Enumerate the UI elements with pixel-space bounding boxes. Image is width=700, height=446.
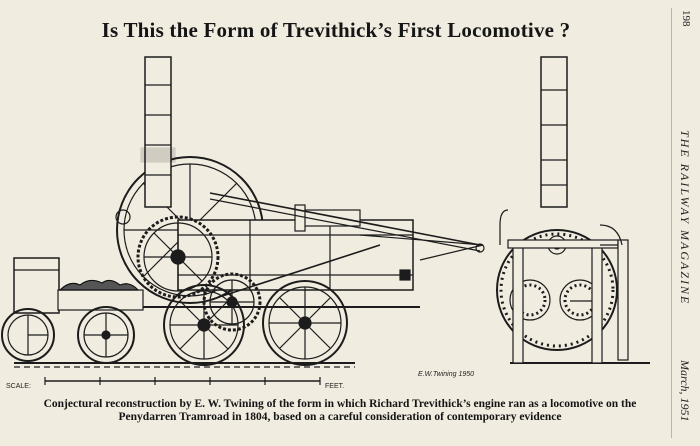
artist-signature: E.W.Twining 1950: [418, 371, 475, 378]
scale-bar: [45, 377, 320, 385]
tender: [2, 258, 143, 363]
issue-date: March, 1951: [678, 360, 692, 422]
scale-label: SCALE:: [6, 383, 31, 390]
locomotive-drawing: [0, 45, 672, 395]
end-chimney: [541, 57, 567, 207]
front-driving-wheel: [263, 281, 347, 365]
crosshead-guide-lower: [420, 245, 483, 260]
page-title: Is This the Form of Trevithick’s First Locomotive ?: [101, 18, 571, 42]
caption-line-2: Penydarren Tramroad in 1804, based on a careful consideration of contemporary evidence: [118, 411, 562, 423]
feet-label: FEET.: [325, 383, 345, 390]
figure-caption: [10, 398, 670, 424]
page-number: 198: [680, 10, 692, 27]
rear-driving-wheel: [164, 285, 244, 365]
chimney: [141, 57, 175, 207]
caption-line-1: Conjectural reconstruction by E. W. Twining of the form in which Richard Trevithick’s engine ran as a locomotive on the: [43, 398, 637, 410]
side-running-head: [674, 10, 696, 440]
magazine-name: THE RAILWAY MAGAZINE: [678, 130, 692, 306]
